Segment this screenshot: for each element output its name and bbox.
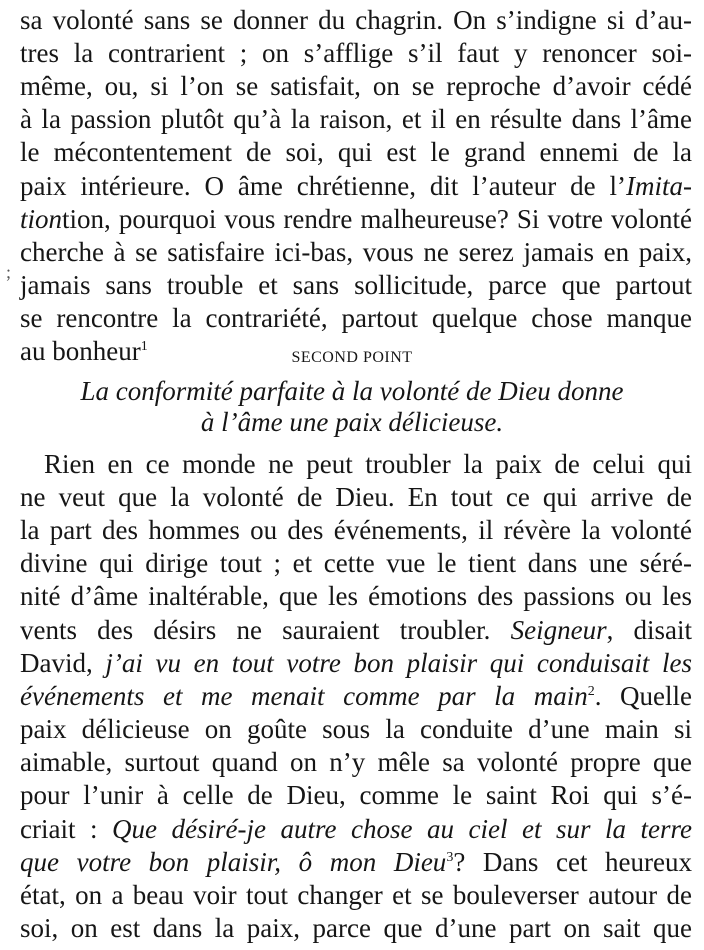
text-line: tiontion, pourquoi vous rendre malheureuse? Si votre volonté	[20, 203, 692, 234]
text-line: divine qui dirige tout ; et cette vue le tient dans une séré-	[20, 548, 692, 579]
text-line: aimable, surtout quand on n’y mêle sa volonté propre que	[20, 747, 692, 778]
text-line: tres la contrarient ; on s’afflige s’il faut y renoncer soi-	[20, 38, 692, 68]
text-line: événements et me menait comme par la main$^2$. Quelle	[20, 680, 692, 711]
section-heading: SECOND POINT	[291, 349, 413, 367]
section-subtitle: La conformité parfaite à la volonté de Dieu donne	[80, 376, 624, 407]
footnote-mark: 3	[446, 849, 454, 865]
text-line: criait : Que désiré-je autre chose au ciel et sur la terre	[20, 813, 692, 844]
text-line: paix intérieure. O âme chrétienne, dit l’auteur de l’Imita-	[20, 170, 692, 201]
text-line: nité d’âme inaltérable, que les émotions des passions ou les	[20, 581, 692, 612]
italic-quote: Que désiré-je autre chose au ciel et sur la terre	[112, 813, 692, 844]
italic-quote: événements et me menait comme par la main	[20, 680, 588, 711]
italic-quote: que votre bon plaisir, ô mon Dieu	[20, 846, 447, 877]
text-line: Rien en ce monde ne peut troubler la paix de celui qui	[44, 448, 692, 479]
text-line: soi, on est dans la paix, parce que d’une part on sait que	[20, 913, 692, 943]
italic-title: Imita-	[626, 170, 692, 201]
text-line: que votre bon plaisir, ô mon Dieu$^3$? Dans cet heureux	[20, 846, 693, 877]
text-line: se rencontre la contrariété, partout quelque chose manque	[20, 303, 692, 334]
text-line: ne veut que la volonté de Dieu. En tout ce qui arrive de	[20, 481, 692, 512]
text-line: cherche à se satisfaire ici-bas, vous ne serez jamais en paix,	[20, 236, 692, 267]
text-line: même, ou, si l’on se satisfait, on se reproche d’avoir cédé	[20, 71, 692, 102]
text-line: état, on a beau voir tout changer et se bouleverser autour de	[20, 879, 692, 910]
footnote-mark: 1	[140, 339, 148, 355]
text-line: au bonheur$^1$	[20, 336, 148, 367]
text-line: paix délicieuse on goûte sous la conduite d’une main si	[20, 714, 692, 745]
italic-word: Seigneur	[510, 614, 607, 645]
text-line: la part des hommes ou des événements, il révère la volonté	[20, 515, 692, 546]
text-line: sa volonté sans se donner du chagrin. On s’indigne si d’au-	[20, 4, 692, 35]
section-subtitle: à l’âme une paix délicieuse.	[200, 407, 504, 438]
text-line: à la passion plutôt qu’à la raison, et il en résulte dans l’âme	[20, 104, 692, 135]
text-line: jamais sans trouble et sans sollicitude, parce que partout	[20, 270, 692, 301]
italic-title: tion	[20, 203, 63, 234]
text-line: pour l’unir à celle de Dieu, comme le saint Roi qui s’é-	[20, 780, 692, 811]
text-line: David, j’ai vu en tout votre bon plaisir qui conduisait les	[20, 647, 693, 678]
footnote-mark: 2	[587, 683, 595, 699]
text-line: le mécontentement de soi, qui est le grand ennemi de la	[20, 137, 692, 168]
italic-quote: j’ai vu en tout votre bon plaisir qui conduisait les	[105, 647, 693, 678]
text-line: vents des désirs ne sauraient troubler. Seigneur, disait	[20, 614, 692, 645]
margin-mark: ;	[6, 262, 12, 282]
